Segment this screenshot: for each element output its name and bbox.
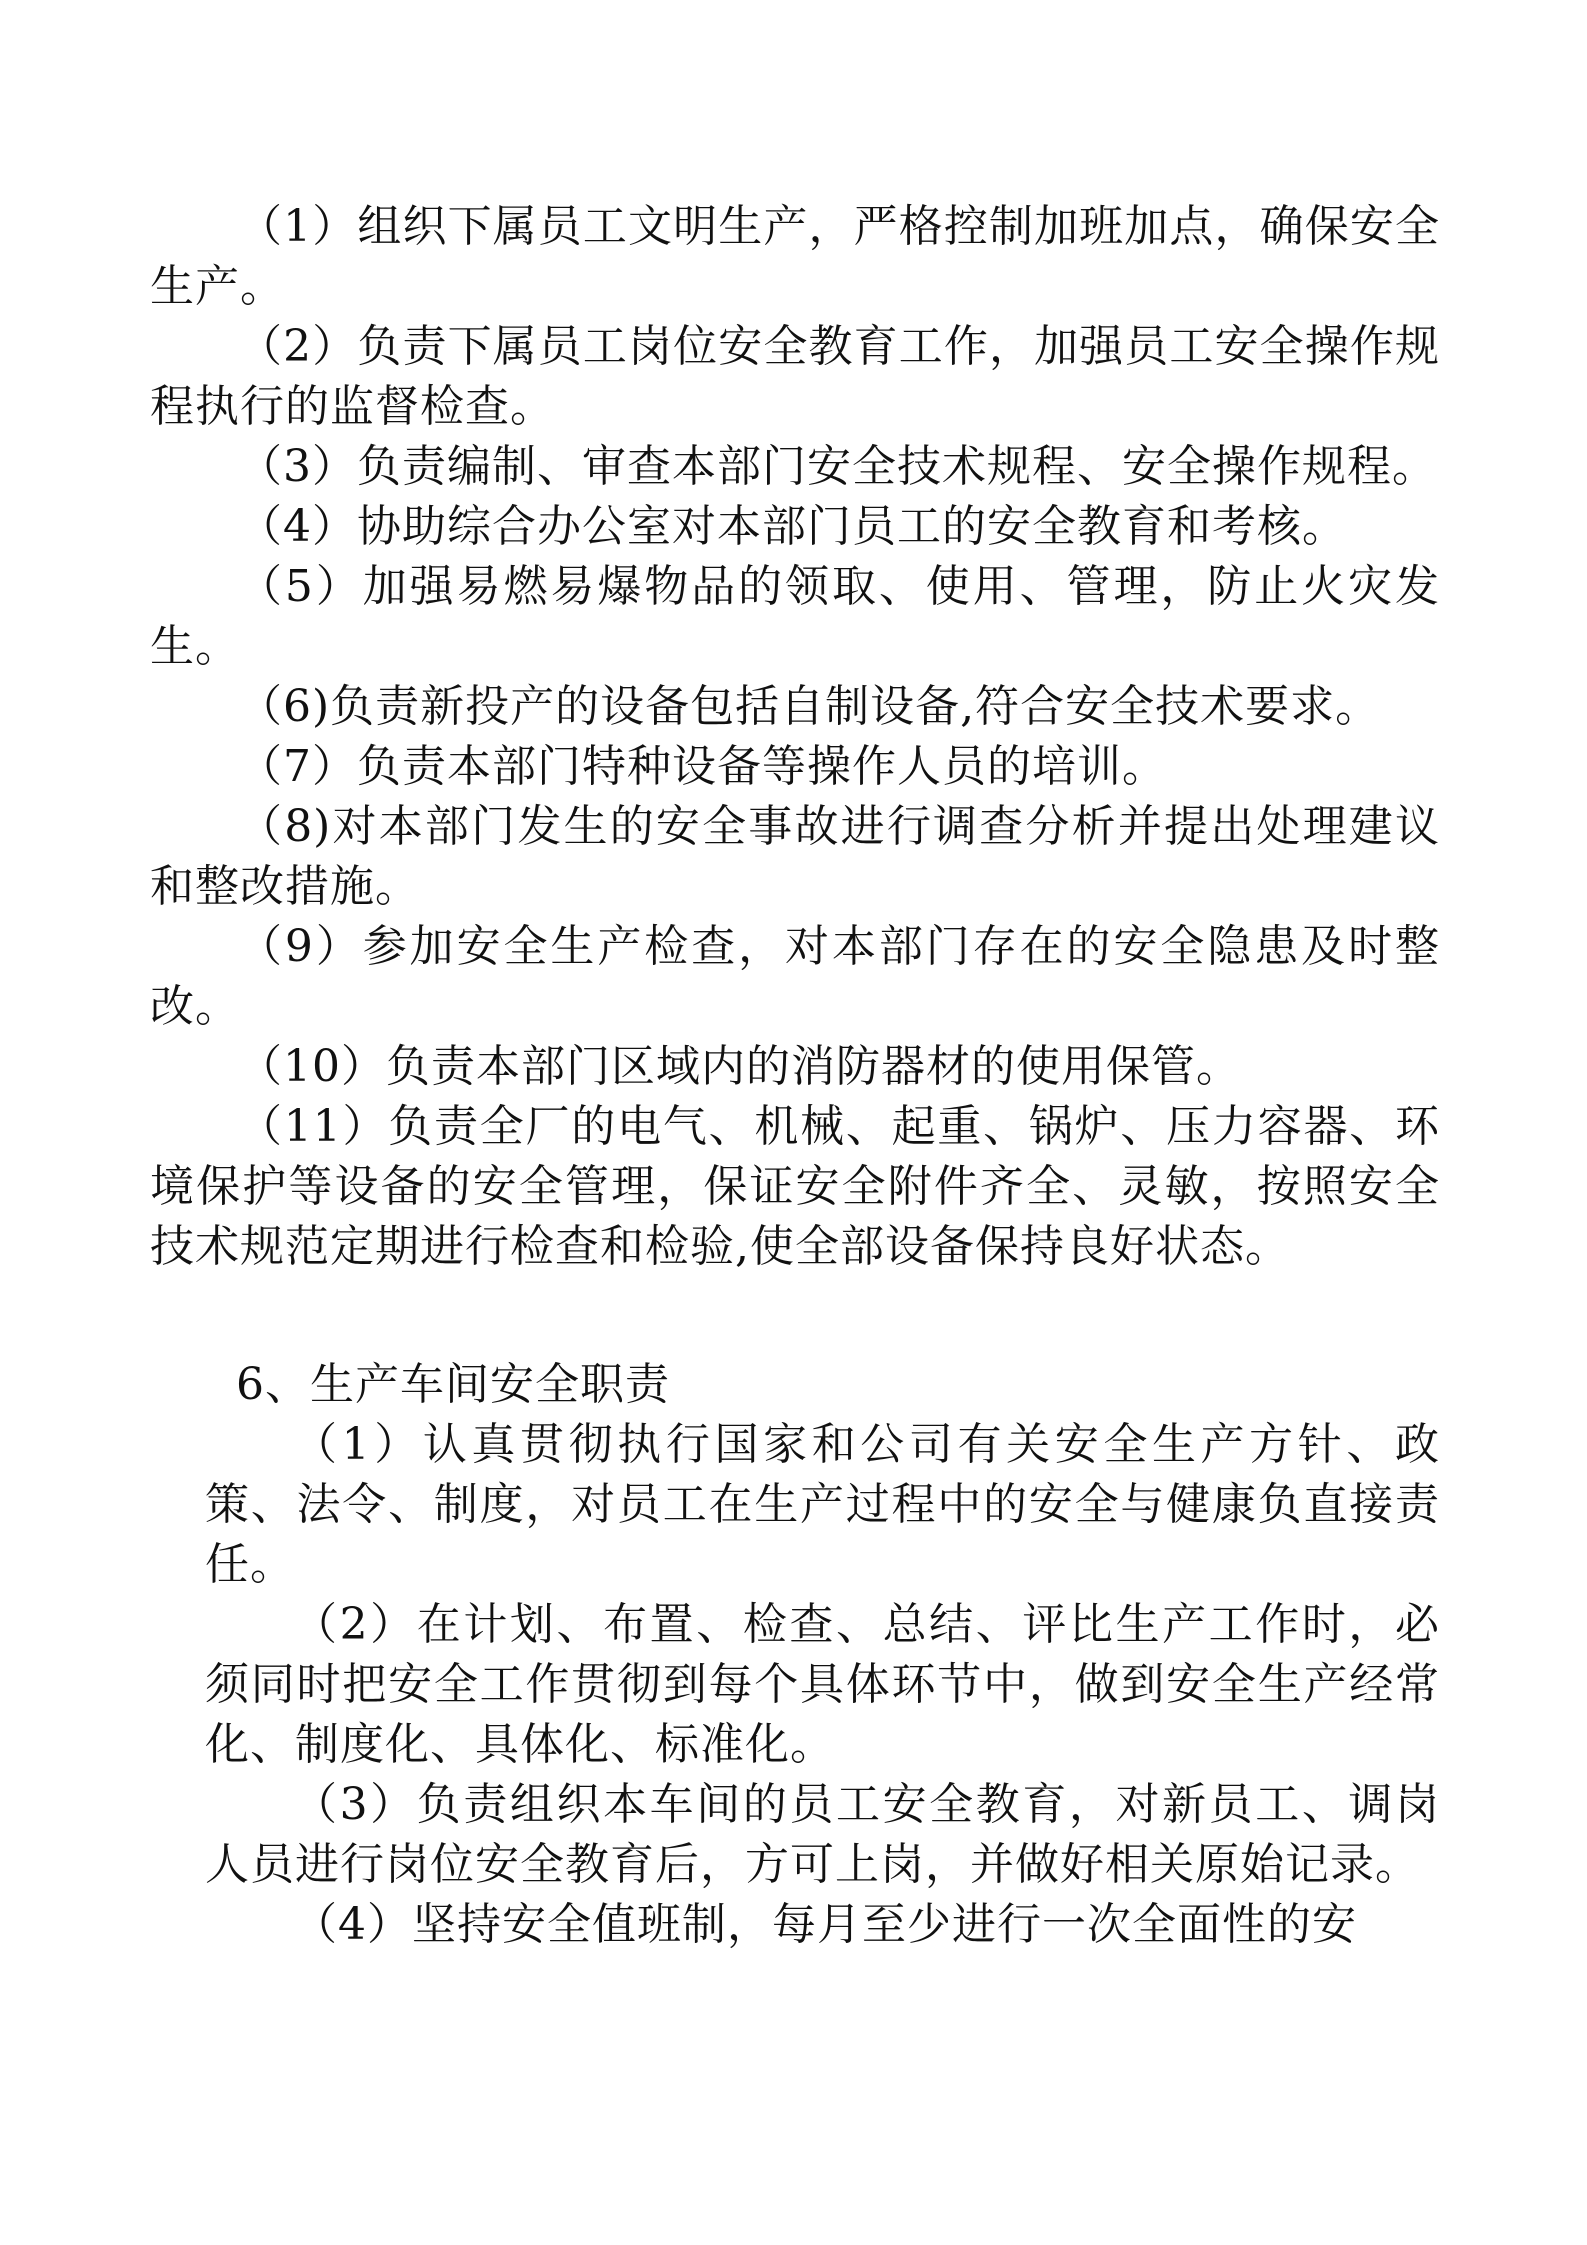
duty-item-3: （3）负责编制、审查本部门安全技术规程、安全操作规程。	[238, 441, 1437, 492]
duty-item-9: （9）参加安全生产检查，对本部门存在的安全隐患及时整改。	[150, 921, 1440, 1032]
workshop-safety-section	[150, 1355, 1440, 1955]
section-heading: 6、生产车间安全职责	[236, 1359, 670, 1410]
workshop-item-2: （2）在计划、布置、检查、总结、评比生产工作时，必须同时把安全工作贯彻到每个具体环节中，做到安全生产经常化、制度化、具体化、标准化。	[205, 1599, 1440, 1770]
department-duties-list	[150, 197, 1440, 1277]
duty-item-2: （2）负责下属员工岗位安全教育工作，加强员工安全操作规程执行的监督检查。	[150, 321, 1440, 432]
duty-item-11: （11）负责全厂的电气、机械、起重、锅炉、压力容器、环境保护等设备的安全管理，保证安全附件齐全、灵敏，按照安全技术规范定期进行检查和检验,使全部设备保持良好状态。	[150, 1101, 1440, 1272]
duty-item-7: （7）负责本部门特种设备等操作人员的培训。	[238, 741, 1167, 792]
duty-item-1: （1）组织下属员工文明生产，严格控制加班加点，确保安全生产。	[150, 201, 1440, 312]
duty-item-4: （4）协助综合办公室对本部门员工的安全教育和考核。	[238, 501, 1347, 552]
duty-item-5: （5）加强易燃易爆物品的领取、使用、管理，防止火灾发生。	[150, 561, 1440, 672]
duty-item-8: （8)对本部门发生的安全事故进行调查分析并提出处理建议和整改措施。	[150, 801, 1440, 912]
workshop-item-4: （4）坚持安全值班制，每月至少进行一次全面性的安	[293, 1899, 1357, 1950]
duty-item-6: （6)负责新投产的设备包括自制设备,符合安全技术要求。	[238, 681, 1381, 732]
workshop-item-3: （3）负责组织本车间的员工安全教育，对新员工、调岗人员进行岗位安全教育后，方可上岗，并做好相关原始记录。	[205, 1779, 1440, 1890]
duty-item-10: （10）负责本部门区域内的消防器材的使用保管。	[238, 1041, 1241, 1092]
workshop-item-1: （1）认真贯彻执行国家和公司有关安全生产方针、政策、法令、制度，对员工在生产过程中的安全与健康负直接责任。	[205, 1419, 1440, 1590]
